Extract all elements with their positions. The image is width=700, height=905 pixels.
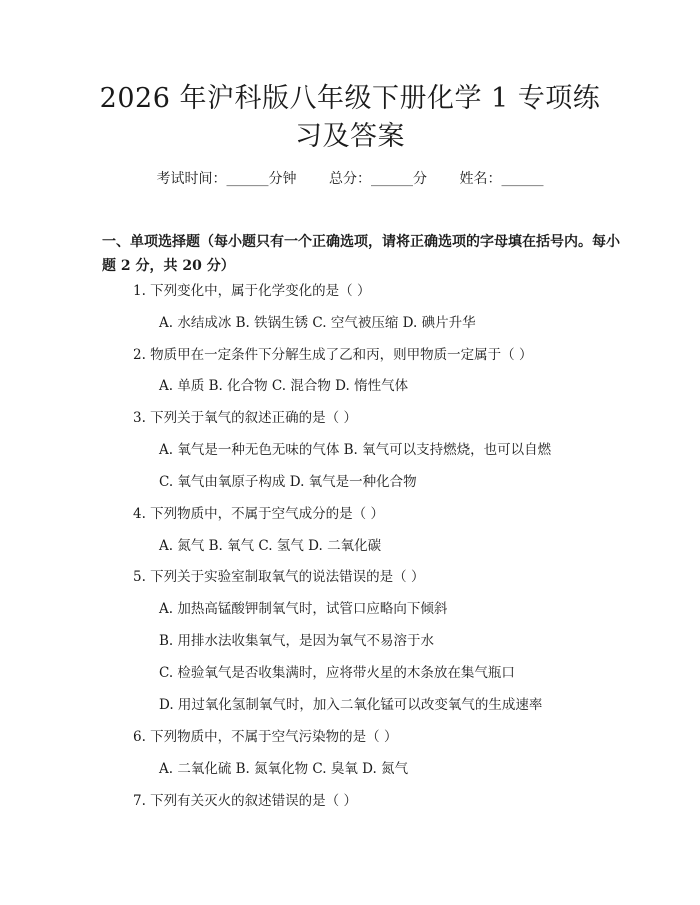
question-7: 7. 下列有关灭火的叙述错误的是（ ）: [133, 793, 357, 809]
question-5: 5. 下列关于实验室制取氧气的说法错误的是（ ）: [133, 569, 425, 585]
question-4-options: A. 氮气 B. 氧气 C. 氢气 D. 二氧化碳: [159, 538, 382, 554]
question-6: 6. 下列物质中，不属于空气污染物的是（ ）: [133, 729, 398, 745]
question-2-options: A. 单质 B. 化合物 C. 混合物 D. 惰性气体: [159, 378, 409, 394]
document-title: 2026 年沪科版八年级下册化学 1 专项练习及答案: [99, 83, 601, 152]
question-2: 2. 物质甲在一定条件下分解生成了乙和丙，则甲物质一定属于（ ）: [133, 347, 533, 363]
exam-time-field: 考试时间：______分钟: [156, 171, 297, 187]
exam-meta: [0, 168, 700, 188]
question-4: 4. 下列物质中，不属于空气成分的是（ ）: [133, 506, 384, 522]
question-3-options-line-1: A. 氧气是一种无色无味的气体 B. 氧气可以支持燃烧，也可以自燃: [159, 442, 552, 458]
student-name-field: 姓名：______: [459, 171, 544, 187]
question-1: 1. 下列变化中，属于化学变化的是（ ）: [133, 283, 371, 299]
section-heading: 一、单项选择题（每小题只有一个正确选项，请将正确选项的字母填在括号内。每小题 2 分，共 20 分）: [102, 234, 620, 274]
question-3: 3. 下列关于氧气的叙述正确的是（ ）: [133, 410, 357, 426]
question-5-option-b: B. 用排水法收集氧气，是因为氧气不易溶于水: [159, 633, 435, 649]
question-3-options-line-2: C. 氧气由氧原子构成 D. 氧气是一种化合物: [159, 474, 417, 490]
question-1-options: A. 水结成冰 B. 铁锅生锈 C. 空气被压缩 D. 碘片升华: [159, 315, 476, 331]
question-5-option-d: D. 用过氧化氢制氧气时，加入二氧化锰可以改变氧气的生成速率: [159, 697, 543, 713]
question-6-options: A. 二氧化硫 B. 氮氧化物 C. 臭氧 D. 氮气: [159, 761, 409, 777]
total-score-field: 总分：______分: [329, 171, 427, 187]
question-5-option-c: C. 检验氧气是否收集满时，应将带火星的木条放在集气瓶口: [159, 665, 515, 681]
question-5-option-a: A. 加热高锰酸钾制氧气时，试管口应略向下倾斜: [159, 601, 448, 617]
